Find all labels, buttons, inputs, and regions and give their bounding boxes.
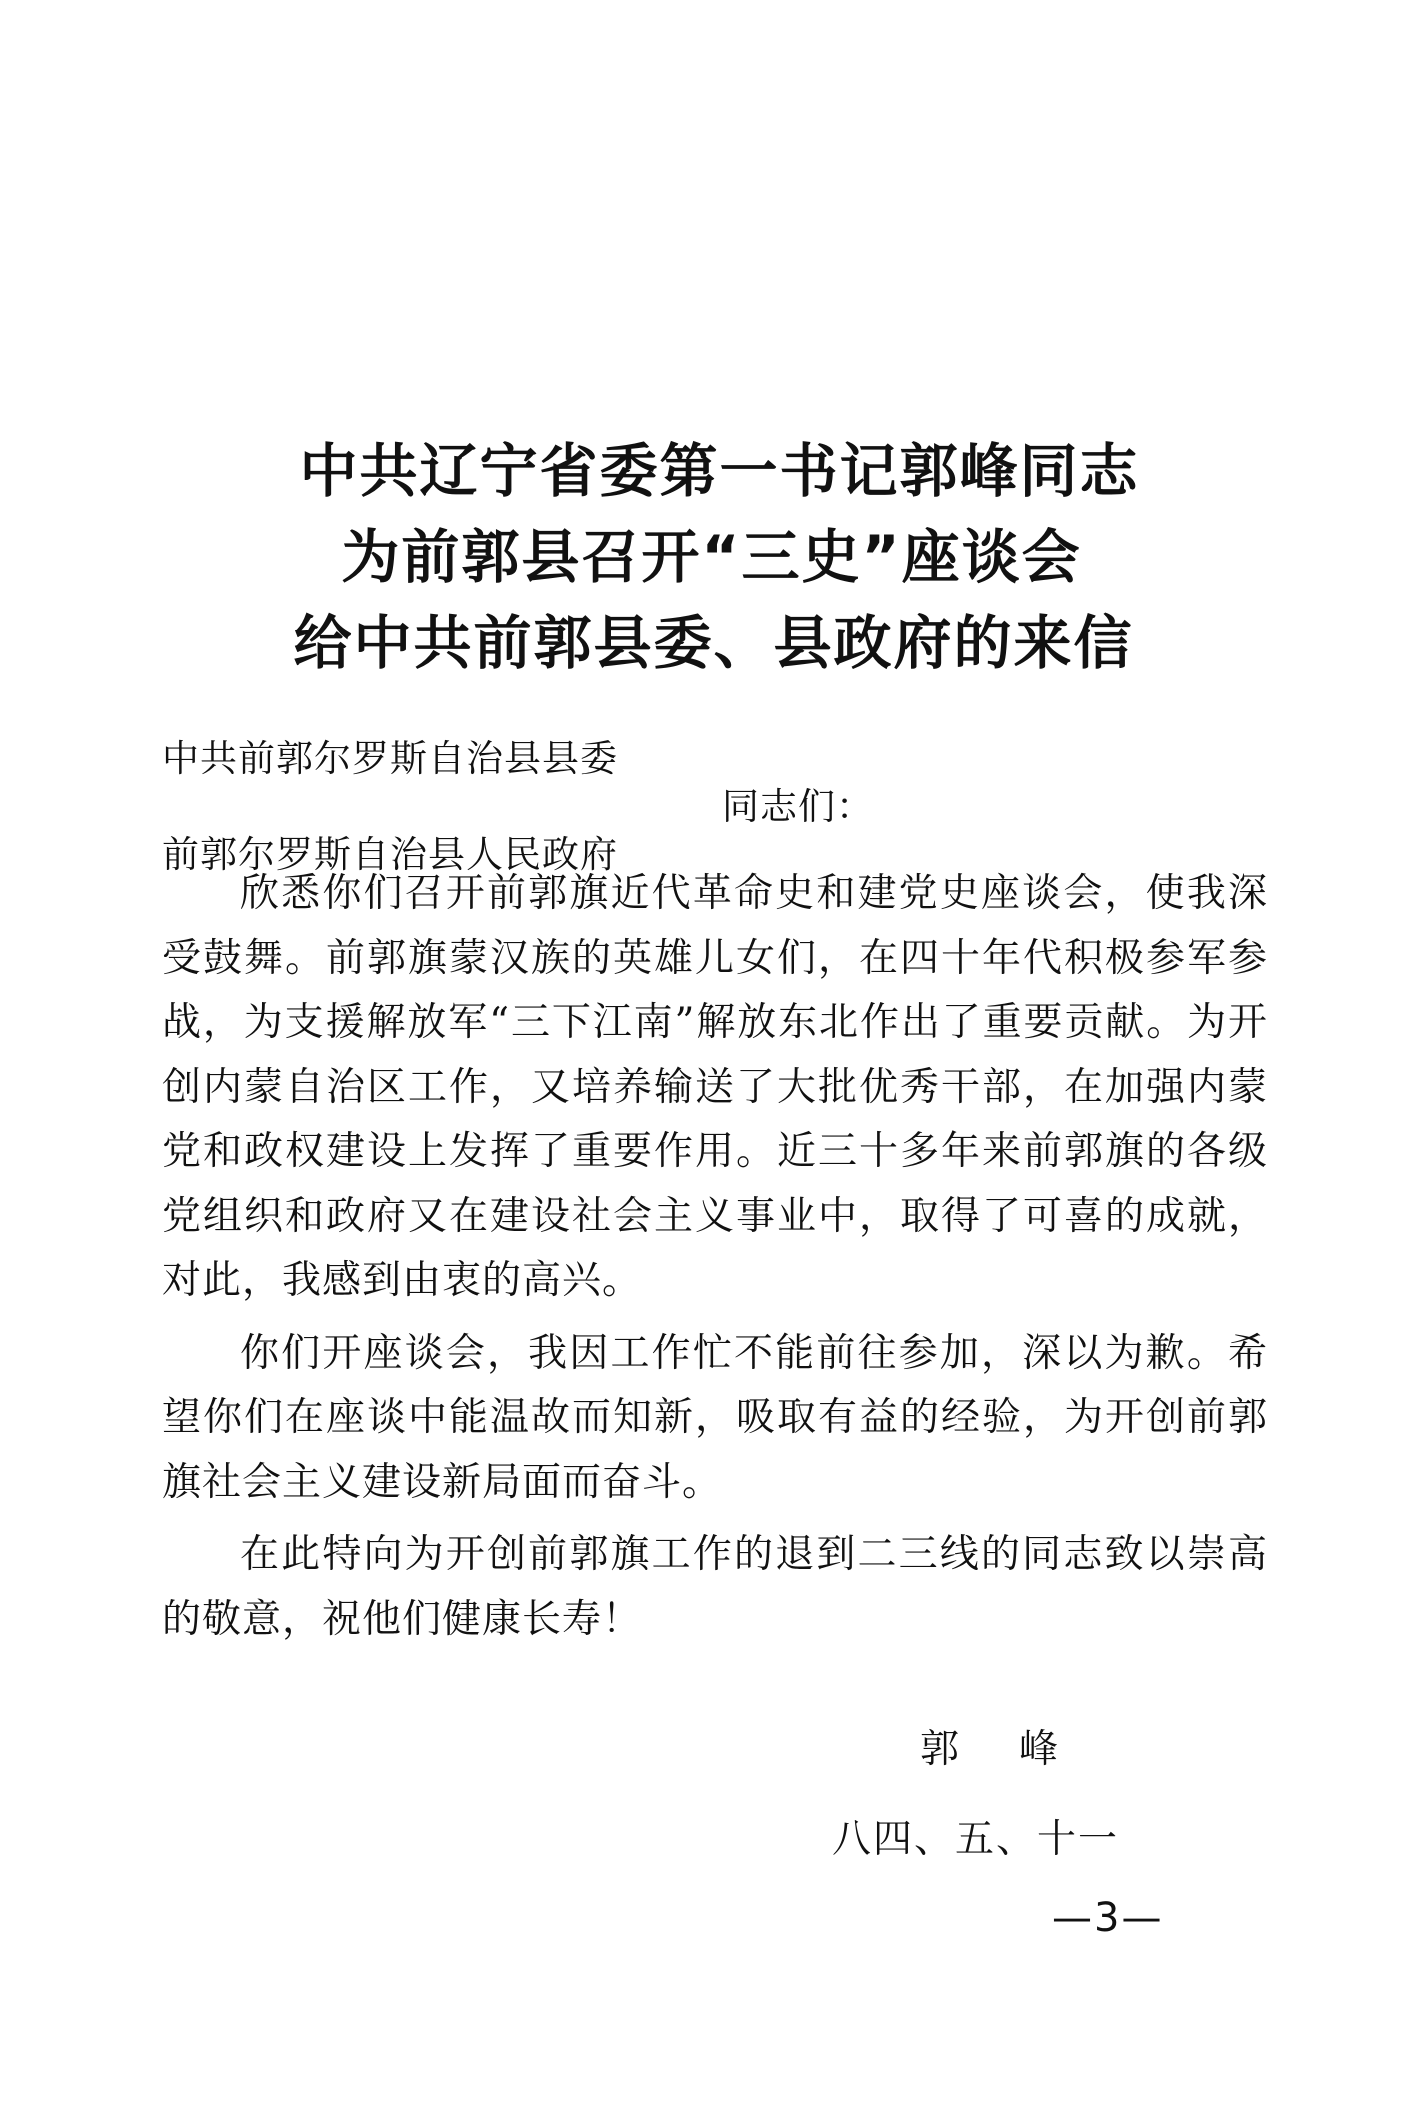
letter-title	[0, 428, 1413, 686]
page-number: —3—	[1052, 1895, 1164, 1941]
signature: 郭峰	[920, 1727, 1119, 1772]
greeting: 同志们：	[722, 785, 874, 828]
title-line-2: 为前郭县召开“三史”座谈会	[341, 523, 1082, 591]
recipient-party-committee: 中共前郭尔罗斯自治县县委	[162, 737, 618, 780]
salutation-block	[162, 728, 1262, 878]
recipient-county-government: 前郭尔罗斯自治县人民政府	[162, 833, 618, 876]
letter-body	[162, 862, 1268, 1660]
body-paragraph-2: 你们开座谈会，我因工作忙不能前往参加，深以为歉。希望你们在座谈中能温故而知新，吸取有益的经验，为开创前郭旗社会主义建设新局面而奋斗。	[162, 1330, 1268, 1505]
title-line-1: 中共辽宁省委第一书记郭峰同志	[299, 437, 1140, 505]
title-line-3: 给中共前郭县委、县政府的来信	[293, 609, 1134, 677]
body-paragraph-3: 在此特向为开创前郭旗工作的退到二三线的同志致以崇高的敬意，祝他们健康长寿！	[162, 1532, 1268, 1642]
letter-date: 八四、五、十一	[832, 1817, 1120, 1862]
body-paragraph-1: 欣悉你们召开前郭旗近代革命史和建党史座谈会，使我深受鼓舞。前郭旗蒙汉族的英雄儿女们，在四十年代积极参军参战，为支援解放军“三下江南”解放东北作出了重要贡献。为开创内蒙自治区工作，又培养输送了大批优秀干部，在加强内蒙党和政权建设上发挥了重要作用。近三十多年来前郭旗的各级党组织和政府又在建设社会主义事业中，取得了可喜的成就，对此，我感到由衷的高兴。	[162, 871, 1268, 1303]
